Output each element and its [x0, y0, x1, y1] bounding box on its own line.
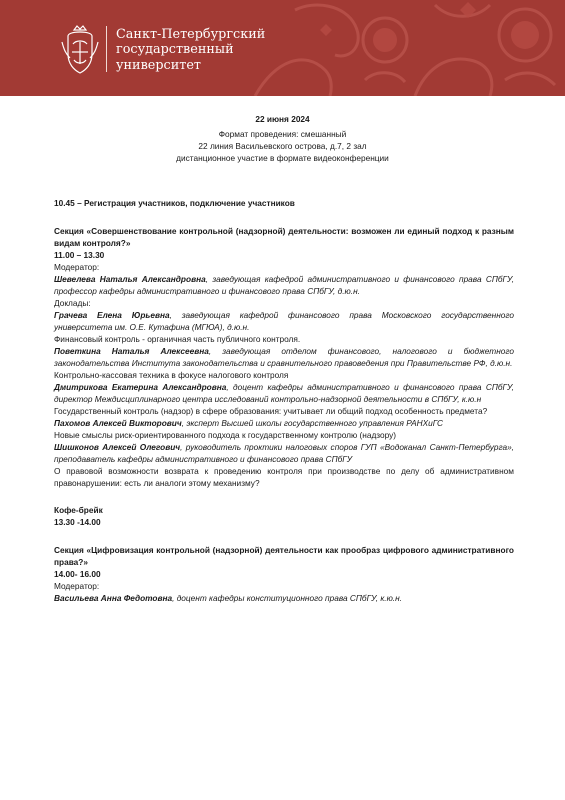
moderator-desc: , заведующая кафедрой административного и финансового права СПбГУ, профессор кафедры административного и финансового права СПбГУ, д.ю.н.: [54, 274, 514, 296]
section1-title: Секция «Совершенствование контрольной (надзорной) деятельности: возможен ли единый подход к разным видам контроля?»: [54, 226, 514, 248]
speaker-name: Грачева Елена Юрьевна: [54, 310, 170, 320]
spbu-crest-icon: [60, 24, 100, 76]
university-name-line: университет: [116, 57, 201, 73]
event-format: Формат проведения: смешанный: [218, 129, 347, 139]
report-topic: О правовой возможности возврата к проведению контроля при производстве по делу об административном правонарушении: есть ли аналоги этому механизму?: [54, 466, 514, 488]
speaker-desc: , доцент кафедры административного и финансового права СПбГУ, директор Междисциплинарного центра исследований контрольно-надзорной деятельности в СПбГУ, к.ю.н: [54, 382, 514, 404]
university-name: [116, 27, 276, 73]
section1-time: 11.00 – 13.30: [54, 250, 105, 260]
logo-divider: [106, 26, 107, 72]
moderator-label: Модератор:: [54, 581, 100, 591]
event-online: дистанционное участие в формате видеоконференции: [176, 153, 389, 163]
report-topic: Новые смыслы риск-ориентированного подхода к государственному контролю (надзору): [54, 430, 397, 440]
speaker-entry: [54, 417, 514, 429]
report-topic: Финансовый контроль - органичная часть публичного контроля.: [54, 334, 301, 344]
header-banner: [0, 0, 565, 96]
speaker-desc: , руководитель проктики налоговых споров ГУП «Водоканал Санкт-Петербурга», преподаватель кафедры административного и финансового права СПбГУ: [54, 442, 514, 464]
moderator-name: Васильева Анна Федотовна: [54, 593, 173, 603]
speaker-name: Шишконов Алексей Олегович: [54, 442, 181, 452]
speaker-entry: [54, 309, 514, 333]
section2-title: Секция «Цифровизация контрольной (надзорной) деятельности как прообраз цифрового административного права?»: [54, 545, 514, 567]
speaker-name: Поветкина Наталья Алексеевна: [54, 346, 209, 356]
report-topic: Контрольно-кассовая техника в фокусе налогового контроля: [54, 370, 289, 380]
event-date: 22 июня 2024: [255, 114, 310, 124]
coffee-break-time: 13.30 -14.00: [54, 517, 101, 527]
section2-time: 14.00- 16.00: [54, 569, 101, 579]
university-name-line: государственный: [116, 42, 234, 58]
reports-label: Доклады:: [54, 298, 91, 308]
speaker-name: Пахомов Алексей Викторович: [54, 418, 182, 428]
ornament-decoration: [235, 0, 565, 96]
report-topic: Государственный контроль (надзор) в сфере образования: учитывает ли общий подход особенность предмета?: [54, 406, 488, 416]
university-name-line: Санкт-Петербургский: [116, 27, 266, 42]
event-info: [0, 113, 565, 164]
speaker-desc: , заведующая кафедрой финансового права Московского государственного университета им. О.Е. Кутафина (МГЮА), д.ю.н.: [54, 310, 515, 332]
moderator-entry: [54, 273, 514, 297]
speaker-entry: [54, 441, 514, 465]
moderator-desc: , доцент кафедры конституционного права СПбГУ, к.ю.н.: [172, 593, 402, 603]
coffee-break-label: Кофе-брейк: [54, 505, 103, 515]
speaker-desc: , эксперт Высшей школы государственного управления РАНХиГС: [181, 418, 444, 428]
moderator-entry: [54, 592, 514, 604]
program-content: [54, 197, 514, 604]
speaker-desc: , заведующая отделом финансового, налогового и бюджетного законодательства Института законодательства и сравнительного правоведения при Правительстве РФ, д.ю.н.: [54, 346, 515, 368]
moderator-label: Модератор:: [54, 262, 100, 272]
event-address: 22 линия Васильевского острова, д.7, 2 зал: [198, 141, 367, 151]
speaker-name: Дмитрикова Екатерина Александровна: [54, 382, 227, 392]
moderator-name: Шевелева Наталья Александровна: [54, 274, 206, 284]
speaker-entry: [54, 345, 514, 369]
speaker-entry: [54, 381, 514, 405]
registration-line: 10.45 – Регистрация участников, подключение участников: [54, 198, 295, 208]
